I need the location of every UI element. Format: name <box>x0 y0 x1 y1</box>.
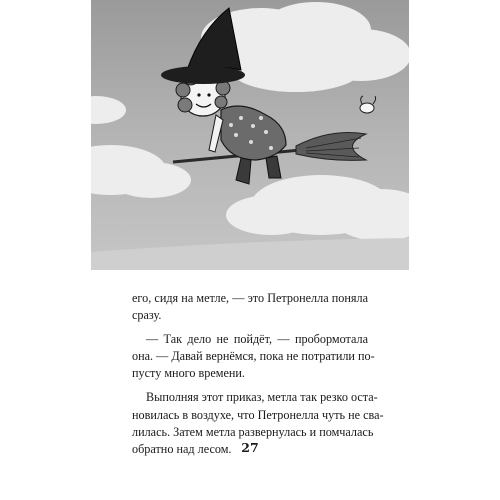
text-line: сразу. <box>132 308 162 323</box>
illustration-svg <box>91 0 409 270</box>
story-text <box>132 290 384 458</box>
witch-on-broom-illustration <box>91 0 409 270</box>
text-line: пусту много времени. <box>132 366 245 381</box>
page-number: 27 <box>241 440 259 455</box>
text-line: она. — Давай вернёмся, пока не потратили по- <box>132 349 375 364</box>
text-line: лилась. Затем метла развернулась и помчалась <box>132 424 374 439</box>
text-line: — Так дело не пойдёт, — пробормотала <box>146 332 368 347</box>
text-line: новилась в воздухе, что Петронелла чуть не сва- <box>132 407 384 422</box>
text-line: обратно над лесом. <box>132 441 232 456</box>
text-line: его, сидя на метле, — это Петронелла поняла <box>132 291 368 305</box>
text-line: Выполняя этот приказ, метла так резко оста- <box>146 390 378 405</box>
